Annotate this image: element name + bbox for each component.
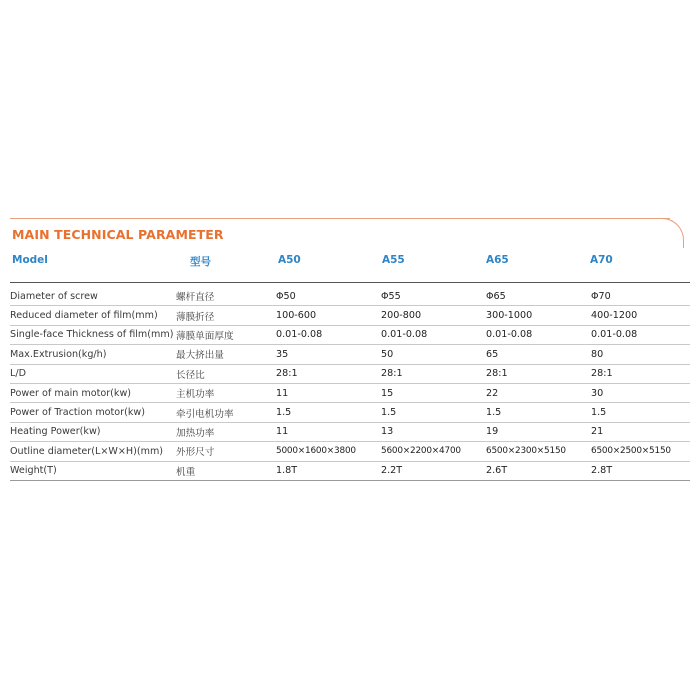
table-row — [10, 403, 690, 422]
value-a50: 35 — [276, 345, 381, 364]
value-a50: 28:1 — [276, 364, 381, 383]
parameter-table — [10, 287, 690, 481]
param-name-cn: 牵引电机功率 — [176, 403, 276, 422]
value-a70: 30 — [591, 383, 690, 402]
param-name: Weight(T) — [10, 461, 176, 480]
value-a65: 1.5 — [486, 403, 591, 422]
table-row — [10, 306, 690, 325]
table-row — [10, 364, 690, 383]
value-a50: 5000×1600×3800 — [276, 442, 381, 461]
param-name-cn: 最大挤出量 — [176, 345, 276, 364]
table-row — [10, 442, 690, 461]
header-model-cn: 型号 — [190, 256, 211, 268]
value-a50: 0.01-0.08 — [276, 325, 381, 344]
value-a55: 1.5 — [381, 403, 486, 422]
value-a70: 80 — [591, 345, 690, 364]
value-a65: 65 — [486, 345, 591, 364]
header-model-a70: A70 — [590, 254, 613, 266]
value-a70: 2.8T — [591, 461, 690, 480]
table-row — [10, 345, 690, 364]
section-top-border — [10, 218, 670, 219]
param-name: Power of main motor(kw) — [10, 383, 176, 402]
value-a55: 13 — [381, 422, 486, 441]
table-row — [10, 422, 690, 441]
value-a55: Φ55 — [381, 287, 486, 306]
header-model-a65: A65 — [486, 254, 509, 266]
value-a65: 22 — [486, 383, 591, 402]
value-a55: 0.01-0.08 — [381, 325, 486, 344]
param-name: Reduced diameter of film(mm) — [10, 306, 176, 325]
param-name: Power of Traction motor(kw) — [10, 403, 176, 422]
table-row — [10, 325, 690, 344]
header-divider — [10, 282, 690, 283]
value-a65: 28:1 — [486, 364, 591, 383]
value-a70: 6500×2500×5150 — [591, 442, 690, 461]
value-a70: 400-1200 — [591, 306, 690, 325]
value-a55: 2.2T — [381, 461, 486, 480]
section-top-border-curve — [660, 218, 684, 248]
value-a70: 1.5 — [591, 403, 690, 422]
table-row — [10, 461, 690, 480]
value-a65: 0.01-0.08 — [486, 325, 591, 344]
param-name-cn: 螺杆直径 — [176, 287, 276, 306]
value-a55: 50 — [381, 345, 486, 364]
header-model-a55: A55 — [382, 254, 405, 266]
header-model: Model — [12, 254, 48, 266]
value-a65: 19 — [486, 422, 591, 441]
param-name-cn: 薄膜折径 — [176, 306, 276, 325]
value-a50: 100-600 — [276, 306, 381, 325]
param-name: L/D — [10, 364, 176, 383]
value-a55: 15 — [381, 383, 486, 402]
param-name: Outline diameter(L×W×H)(mm) — [10, 442, 176, 461]
section-title: MAIN TECHNICAL PARAMETER — [12, 227, 224, 242]
param-name-cn: 长径比 — [176, 364, 276, 383]
param-name: Heating Power(kw) — [10, 422, 176, 441]
value-a55: 200-800 — [381, 306, 486, 325]
table-row — [10, 287, 690, 306]
value-a70: 21 — [591, 422, 690, 441]
param-name-cn: 主机功率 — [176, 383, 276, 402]
value-a50: 1.5 — [276, 403, 381, 422]
value-a65: Φ65 — [486, 287, 591, 306]
value-a65: 2.6T — [486, 461, 591, 480]
value-a70: Φ70 — [591, 287, 690, 306]
value-a70: 0.01-0.08 — [591, 325, 690, 344]
header-model-a50: A50 — [278, 254, 301, 266]
value-a65: 6500×2300×5150 — [486, 442, 591, 461]
table-row — [10, 383, 690, 402]
param-name-cn: 加热功率 — [176, 422, 276, 441]
value-a50: Φ50 — [276, 287, 381, 306]
table-header-row — [10, 251, 690, 271]
param-name-cn: 外形尺寸 — [176, 442, 276, 461]
param-name: Single-face Thickness of film(mm) — [10, 325, 176, 344]
param-name: Diameter of screw — [10, 287, 176, 306]
value-a50: 1.8T — [276, 461, 381, 480]
value-a70: 28:1 — [591, 364, 690, 383]
value-a65: 300-1000 — [486, 306, 591, 325]
param-name-cn: 机重 — [176, 461, 276, 480]
value-a55: 5600×2200×4700 — [381, 442, 486, 461]
param-name-cn: 薄膜单面厚度 — [176, 325, 276, 344]
value-a50: 11 — [276, 383, 381, 402]
param-name: Max.Extrusion(kg/h) — [10, 345, 176, 364]
value-a50: 11 — [276, 422, 381, 441]
value-a55: 28:1 — [381, 364, 486, 383]
